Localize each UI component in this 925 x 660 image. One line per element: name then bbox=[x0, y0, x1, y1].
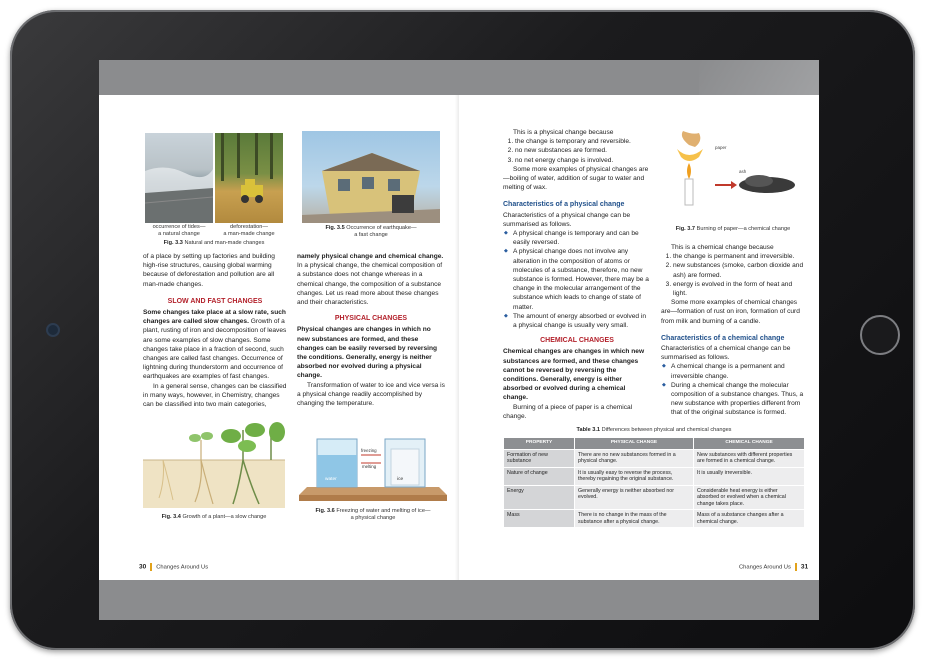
table-header: CHEMICAL CHANGE bbox=[694, 438, 805, 450]
deforestation-image bbox=[215, 133, 283, 223]
char-physical-intro: Characteristics of a physical change can be summarised as follows. bbox=[503, 211, 631, 228]
ice-label: ice bbox=[397, 477, 404, 482]
slow-fast-heading: SLOW AND FAST CHANGES bbox=[167, 297, 263, 305]
paper-label: paper bbox=[715, 145, 727, 150]
physical-reasons-list bbox=[503, 137, 651, 165]
fig37-caption: Fig. 3.7 Burning of paper—a chemical change bbox=[675, 226, 791, 232]
front-camera bbox=[46, 323, 60, 337]
general-sense-paragraph: In a general sense, changes can be classified in many ways, however, in Chemistry, changes can be classified into two main categories, bbox=[143, 382, 287, 409]
water-label: water bbox=[325, 477, 337, 482]
more-examples: Some more examples of physical changes are—boiling of water, addition of sugar to water and melting of wax. bbox=[503, 165, 649, 192]
chemical-reasons-list bbox=[661, 252, 805, 298]
fig35-caption: Fig. 3.5 Occurrence of earthquake— a fast change bbox=[325, 225, 417, 238]
table-row: Nature of change It is usually easy to reverse the process, thereby regaining the original substance. It is usually irreversible. bbox=[504, 467, 805, 485]
reason-item: 1. the change is temporary and reversible. bbox=[515, 137, 651, 146]
left-column-1 bbox=[143, 252, 287, 409]
reason-item: 3. energy is evolved in the form of heat and light. bbox=[673, 280, 805, 298]
chemical-def: Chemical changes are changes in which new substances are formed, and these changes cannot be reversed by reversing the conditions. Generally, energy is either absorbed or evolved during a chemical change. bbox=[503, 348, 645, 402]
physical-because: This is a physical change because bbox=[513, 129, 614, 136]
col1-intro: of a place by setting up factories and building high-rise structures, causing global warming because of deforestation and pollution are all man-made changes. bbox=[143, 253, 275, 288]
reason-item: 3. no net energy change is involved. bbox=[515, 156, 651, 165]
right-column-2 bbox=[661, 243, 805, 418]
home-button[interactable] bbox=[860, 315, 900, 355]
reason-item: 2. new substances (smoke, carbon dioxide and ash) are formed. bbox=[673, 261, 805, 279]
right-folio: Changes Around Us 31 bbox=[739, 563, 809, 571]
right-column-1 bbox=[503, 128, 651, 421]
chem-more-examples: Some more examples of chemical changes are—formation of rust on iron, formation of curd from milk and burning of a candle. bbox=[661, 299, 800, 325]
burning-paper-image bbox=[663, 131, 803, 215]
transformation-paragraph: Transformation of water to ice and vice versa is a physical change readily accomplished by changing the temperature. bbox=[297, 381, 445, 408]
ash-label: ash bbox=[739, 169, 747, 174]
char-item: ◆ A physical change is temporary and can be easily reversed. bbox=[513, 229, 651, 247]
left-folio: 30 Changes Around Us bbox=[139, 563, 209, 571]
tablet-screen bbox=[99, 60, 819, 620]
char-physical-heading: Characteristics of a physical change bbox=[503, 201, 625, 209]
char-item: ◆ A chemical change is a permanent and irreversible change. bbox=[671, 362, 805, 380]
table-header: PROPERTY bbox=[504, 438, 575, 450]
tablet-frame bbox=[10, 10, 915, 650]
char-item: ◆ During a chemical change the molecular composition of a substance changes. Thus, a new substance with properties different from that of the original substance is formed. bbox=[671, 381, 805, 418]
char-chemical-intro: Characteristics of a chemical change can be summarised as follows. bbox=[661, 345, 791, 362]
char-item: ◆ The amount of energy absorbed or evolved in a physical change is usually very small. bbox=[513, 312, 651, 330]
char-physical-list bbox=[503, 229, 651, 330]
chemical-changes-heading: CHEMICAL CHANGES bbox=[540, 337, 614, 345]
bottom-bar bbox=[99, 580, 819, 620]
fig33-label1: occurrence of tides— a natural change bbox=[152, 224, 206, 237]
left-column-2 bbox=[297, 252, 445, 408]
reason-item: 1. the change is permanent and irreversible. bbox=[673, 252, 805, 261]
plant-growth-image bbox=[143, 420, 285, 508]
slow-fast-paragraph: Some changes take place at a slow rate, such changes are called slow changes. Growth of a plant, rusting of iron and decomposition of leaves are some examples of slow changes. Some changes take place in a fraction of second, such changes are called fast changes. Occurrence of lightning during thunderstorm and occurrence of earthquakes are examples of fast changes. bbox=[143, 309, 287, 381]
fig36-caption: Fig. 3.6 Freezing of water and melting of ice— a physical change bbox=[315, 508, 431, 521]
col2-intro: namely physical change and chemical change. In a physical change, the chemical composition of a substance does not change whereas in a chemical change, the composition of a substance changes. Let us read more about these changes and their characteristics. bbox=[297, 253, 444, 307]
differences-table bbox=[503, 437, 805, 528]
table-row: Energy Generally energy is neither absorbed nor evolved. Considerable heat energy is either absorbed or evolved when a chemical change takes place. bbox=[504, 485, 805, 510]
left-page bbox=[99, 95, 459, 580]
chemical-because: This is a chemical change because bbox=[671, 244, 774, 251]
burning-paragraph: Burning of a piece of paper is a chemical change. bbox=[503, 403, 633, 420]
fig34-caption: Fig. 3.4 Growth of a plant—a slow change bbox=[161, 514, 267, 520]
physical-def: Physical changes are changes in which no new substances are formed, and these changes can be easily reversed by reversing the conditions. Generally, energy is neither absorbed nor evolved during a physical change. bbox=[297, 326, 438, 380]
table-header: PHYSICAL CHANGE bbox=[575, 438, 694, 450]
table-row: Mass There is no change in the mass of the substance after a physical change. Mass of a substance changes after a chemical change. bbox=[504, 510, 805, 528]
fig33-caption: Fig. 3.3 Natural and man-made changes bbox=[163, 240, 265, 246]
char-chemical-list bbox=[661, 362, 805, 417]
right-page bbox=[459, 95, 819, 580]
earthquake-image bbox=[302, 131, 440, 223]
melting-label: melting bbox=[362, 464, 377, 469]
reason-item: 2. no new substances are formed. bbox=[515, 146, 651, 155]
top-bar bbox=[99, 60, 819, 95]
fig33-label2: deforestation— a man-made change bbox=[223, 224, 275, 237]
beakers-image bbox=[299, 433, 447, 503]
char-chemical-heading: Characteristics of a chemical change bbox=[661, 334, 785, 342]
char-item: ◆ A physical change does not involve any alteration in the composition of atoms or molecules of a substance, therefore, no new substance is formed. However, there may be a change in the molecular arrangement of the substance which leads to change of state of matter. bbox=[513, 247, 651, 311]
tides-image bbox=[145, 133, 213, 223]
table-title: Table 3.1 Differences between physical and chemical changes bbox=[576, 427, 732, 433]
physical-changes-heading: PHYSICAL CHANGES bbox=[334, 315, 408, 323]
freezing-label: freezing bbox=[361, 448, 377, 453]
table-row: Formation of new substance There are no new substances formed in a physical change. New substances with different properties are formed in a chemical change. bbox=[504, 449, 805, 467]
